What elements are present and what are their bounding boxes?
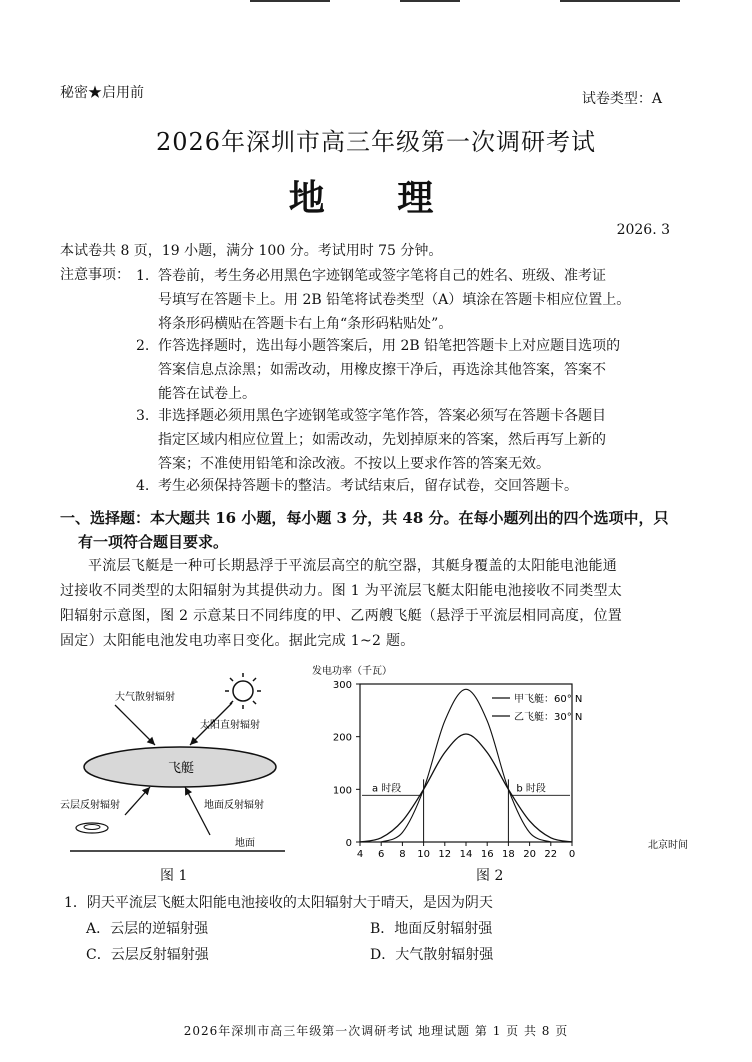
section-heading [60, 506, 669, 554]
x-tick-label: 6 [378, 849, 385, 860]
confidential-label: 秘密★启用前 [60, 85, 144, 101]
ground-arrow [185, 787, 210, 835]
passage-line: 过接收不同类型的太阳辐射为其提供动力。图 1 为平流层飞艇太阳能电池接收不同类型太 [60, 583, 623, 599]
passage-line: 固定）太阳能电池发电功率日变化。据此完成 1~2 题。 [60, 633, 415, 649]
figure1-diagram [60, 665, 290, 860]
y-tick-label: 300 [332, 680, 352, 691]
notes-label: 注意事项： [60, 267, 130, 283]
note-line: 号填写在答题卡上。用 2B 铅笔将试卷类型（A）填涂在答题卡相应位置上。 [158, 292, 631, 308]
option-c: C．云层反射辐射强 [86, 947, 209, 963]
x-tick-label: 14 [459, 849, 473, 860]
note-number: 3. [136, 408, 150, 424]
note-line: 考生必须保持答题卡的整洁。考试结束后，留存试卷，交回答题卡。 [158, 478, 578, 494]
passage-line: 阳辐射示意图，图 2 示意某日不同纬度的甲、乙两艘飞艇（悬浮于平流层相同高度，位置 [60, 608, 623, 624]
top-scan-line [560, 0, 680, 2]
note-line: 将条形码横贴在答题卡右上角“条形码粘贴处”。 [158, 316, 453, 332]
note-line: 答案信息点涂黑；如需改动，用橡皮擦干净后，再选涂其他答案，答案不 [158, 362, 606, 378]
x-axis-label: 北京时间 [648, 840, 688, 851]
x-tick-label: 18 [502, 849, 515, 860]
section-line: 有一项符合题目要求。 [78, 533, 229, 551]
paper-info: 本试卷共 8 页，19 小题，满分 100 分。考试用时 75 分钟。 [60, 243, 443, 259]
y-tick-label: 0 [345, 838, 352, 849]
x-tick-label: 22 [544, 849, 558, 860]
page-footer: 2026年深圳市高三年级第一次调研考试 地理试题 第 1 页 共 8 页 [183, 1024, 569, 1038]
note-line: 指定区域内相应位置上；如需改动，先划掉原来的答案，然后再写上新的 [158, 432, 606, 448]
note-line: 作答选择题时，选出每小题答案后，用 2B 铅笔把答题卡上对应题目选项的 [158, 338, 621, 354]
reading-passage [60, 554, 690, 654]
option-a: A．云层的逆辐射强 [86, 921, 209, 937]
note-item [158, 264, 630, 336]
scattered-label: 大气散射辐射 [115, 692, 175, 703]
subject-title: 地 理 [288, 177, 464, 219]
x-tick-label: 12 [438, 849, 452, 860]
cloud-icon [84, 825, 100, 830]
legend-label: 甲飞艇：60° N [514, 694, 583, 705]
top-scan-line [400, 0, 460, 2]
cloud-label: 云层反射辐射 [60, 800, 120, 811]
x-tick-label: 16 [480, 849, 494, 860]
x-tick-label: 20 [523, 849, 536, 860]
section-line: 一、选择题：本大题共 16 小题，每小题 3 分，共 48 分。在每小题列出的四个选项中，只 [60, 509, 669, 527]
plot-frame [360, 684, 572, 842]
figure2-chart [310, 662, 700, 862]
figure1-caption: 图 1 [160, 868, 188, 884]
note-line: 能答在试卷上。 [158, 386, 256, 402]
ground-label: 地面 [235, 838, 255, 849]
legend-label: 乙飞艇：30° N [514, 712, 583, 723]
ground-reflect-label: 地面反射辐射 [204, 800, 264, 811]
note-line: 答卷前，考生务必用黑色字迹钢笔或签字笔将自己的姓名、班级、准考证 [158, 268, 606, 284]
exam-title: 2026年深圳市高三年级第一次调研考试 [155, 128, 597, 156]
option-b: B．地面反射辐射强 [370, 921, 493, 937]
y-axis-label: 发电功率（千瓦） [312, 666, 392, 677]
a-period-label: a 时段 [372, 783, 402, 795]
b-period-label: b 时段 [516, 783, 546, 795]
y-tick-label: 100 [332, 785, 352, 797]
airship-label: 飞艇 [168, 761, 195, 776]
exam-date: 2026. 3 [616, 222, 670, 238]
note-item [158, 474, 578, 498]
note-line: 非选择题必须用黑色字迹钢笔或签字笔作答，答案必须写在答题卡各题目 [158, 408, 606, 424]
note-item [158, 404, 606, 476]
question-stem: 1．阴天平流层飞艇太阳能电池接收的太阳辐射大于晴天，是因为阴天 [64, 895, 493, 911]
option-d: D．大气散射辐射强 [370, 947, 494, 963]
passage-line: 平流层飞艇是一种可长期悬浮于平流层高空的航空器，其艇身覆盖的太阳能电池能通 [88, 558, 618, 574]
top-scan-line [250, 0, 330, 2]
note-item [158, 334, 620, 406]
cloud-arrow [125, 787, 150, 815]
scattered-arrow [115, 705, 155, 745]
figure2-caption: 图 2 [476, 868, 504, 884]
note-line: 答案；不准使用铅笔和涂改液。不按以上要求作答的答案无效。 [158, 456, 550, 472]
paper-type: 试卷类型：A [581, 91, 662, 107]
note-number: 2. [136, 338, 150, 354]
x-tick-label: 10 [417, 849, 430, 860]
y-tick-label: 200 [332, 732, 352, 744]
note-number: 4. [136, 478, 150, 494]
note-number: 1. [136, 268, 150, 284]
x-tick-label: 8 [399, 849, 406, 860]
direct-label: 太阳直射辐射 [200, 720, 260, 731]
x-tick-label: 0 [568, 849, 576, 860]
x-tick-label: 4 [356, 849, 364, 860]
sun-icon [225, 673, 261, 709]
